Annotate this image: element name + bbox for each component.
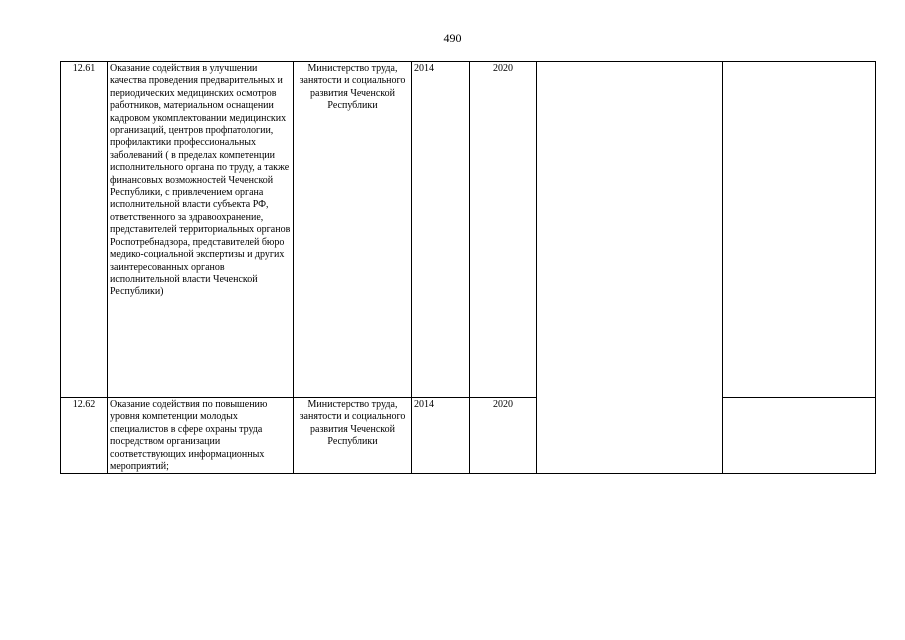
measures-table <box>60 61 876 474</box>
start-year: 2014 <box>412 398 470 474</box>
start-year: 2014 <box>412 62 470 398</box>
table-row <box>61 398 876 474</box>
executor: Министерство труда, занятости и социального развития Чеченской Республики <box>294 62 412 398</box>
row-number: 12.62 <box>61 398 108 474</box>
empty-cell <box>723 398 876 474</box>
measure-description: Оказание содействия в улучшении качества проведения предварительных и периодических медицинских осмотров работников, материальном оснащении кадровом укомплектовании медицинских организаций, центров профпатологии, профилактики профессиональных заболеваний ( в пределах компетенции исполнительного органа по труду, а также финансовых возможностей Чеченской Республики, с привлечением органа исполнительной власти субъекта РФ, ответственного за здравоохранение, представителей территориальных органов Роспотребнадзора, представителей бюро медико-социальной экспертизы и других заинтересованных органов исполнительной власти Чеченской Республики) <box>108 62 294 398</box>
page-number: 490 <box>443 31 462 45</box>
table-row <box>61 62 876 398</box>
measure-description: Оказание содействия по повышению уровня компетенции молодых специалистов в сфере охраны труда посредством организации соответствующих информационных мероприятий; <box>108 398 294 474</box>
empty-cell <box>723 62 876 398</box>
merged-empty-cell <box>537 62 723 474</box>
executor: Министерство труда, занятости и социального развития Чеченской Республики <box>294 398 412 474</box>
end-year: 2020 <box>470 62 537 398</box>
row-number: 12.61 <box>61 62 108 398</box>
end-year: 2020 <box>470 398 537 474</box>
